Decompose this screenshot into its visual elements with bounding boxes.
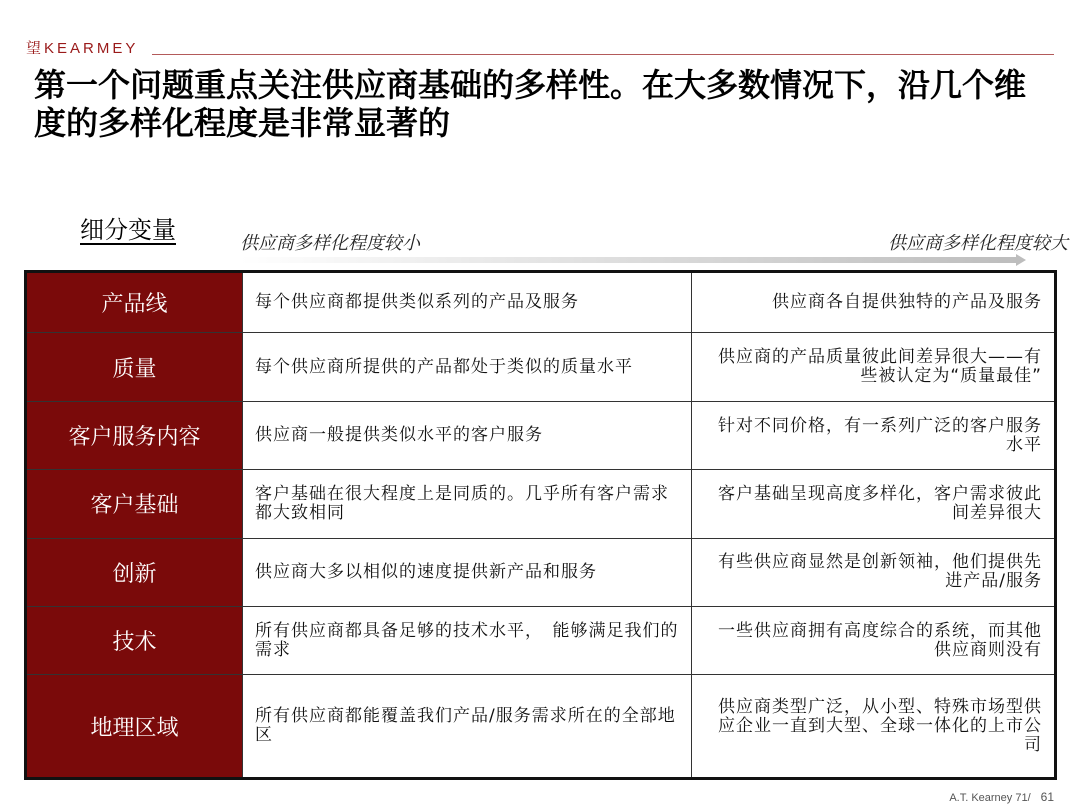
high-diversity-cell: 有些供应商显然是创新领袖，他们提供先进产品/服务 <box>692 538 1056 606</box>
table-row <box>26 470 1056 538</box>
page-footer <box>949 790 1054 804</box>
diversity-scale-arrow <box>240 257 1018 263</box>
table-row <box>26 333 1056 401</box>
diversity-table <box>24 270 1057 780</box>
table-row <box>26 272 1056 333</box>
row-category: 地理区域 <box>26 675 243 779</box>
high-diversity-cell: 供应商各自提供独特的产品及服务 <box>692 272 1056 333</box>
header-divider <box>152 54 1054 55</box>
table-row <box>26 675 1056 779</box>
low-diversity-cell: 供应商大多以相似的速度提供新产品和服务 <box>243 538 692 606</box>
slide-title: 第一个问题重点关注供应商基础的多样性。在大多数情况下，沿几个维度的多样化程度是非常显著的 <box>34 66 1027 142</box>
segment-variables-heading: 细分变量 <box>80 216 176 244</box>
table-row <box>26 607 1056 675</box>
row-category: 质量 <box>26 333 243 401</box>
row-category: 技术 <box>26 607 243 675</box>
kearney-logo: 望KEARMEY <box>26 40 139 57</box>
row-category: 客户服务内容 <box>26 401 243 469</box>
low-diversity-cell: 所有供应商都具备足够的技术水平， 能够满足我们的需求 <box>243 607 692 675</box>
page-number: 61 <box>1040 790 1054 804</box>
low-diversity-label: 供应商多样化程度较小 <box>240 233 420 254</box>
high-diversity-cell: 客户基础呈现高度多样化，客户需求彼此间差异很大 <box>692 470 1056 538</box>
low-diversity-cell: 供应商一般提供类似水平的客户服务 <box>243 401 692 469</box>
low-diversity-cell: 每个供应商都提供类似系列的产品及服务 <box>243 272 692 333</box>
arrow-head-icon <box>1016 254 1026 266</box>
high-diversity-cell: 供应商的产品质量彼此间差异很大——有些被认定为“质量最佳” <box>692 333 1056 401</box>
high-diversity-label: 供应商多样化程度较大 <box>888 233 1068 254</box>
low-diversity-cell: 所有供应商都能覆盖我们产品/服务需求所在的全部地区 <box>243 675 692 779</box>
footer-source: A.T. Kearney 71/ <box>949 792 1031 804</box>
row-category: 创新 <box>26 538 243 606</box>
low-diversity-cell: 客户基础在很大程度上是同质的。几乎所有客户需求都大致相同 <box>243 470 692 538</box>
high-diversity-cell: 一些供应商拥有高度综合的系统，而其他供应商则没有 <box>692 607 1056 675</box>
high-diversity-cell: 针对不同价格，有一系列广泛的客户服务水平 <box>692 401 1056 469</box>
table-row <box>26 401 1056 469</box>
high-diversity-cell: 供应商类型广泛，从小型、特殊市场型供应企业一直到大型、全球一体化的上市公司 <box>692 675 1056 779</box>
table-row <box>26 538 1056 606</box>
low-diversity-cell: 每个供应商所提供的产品都处于类似的质量水平 <box>243 333 692 401</box>
row-category: 产品线 <box>26 272 243 333</box>
row-category: 客户基础 <box>26 470 243 538</box>
